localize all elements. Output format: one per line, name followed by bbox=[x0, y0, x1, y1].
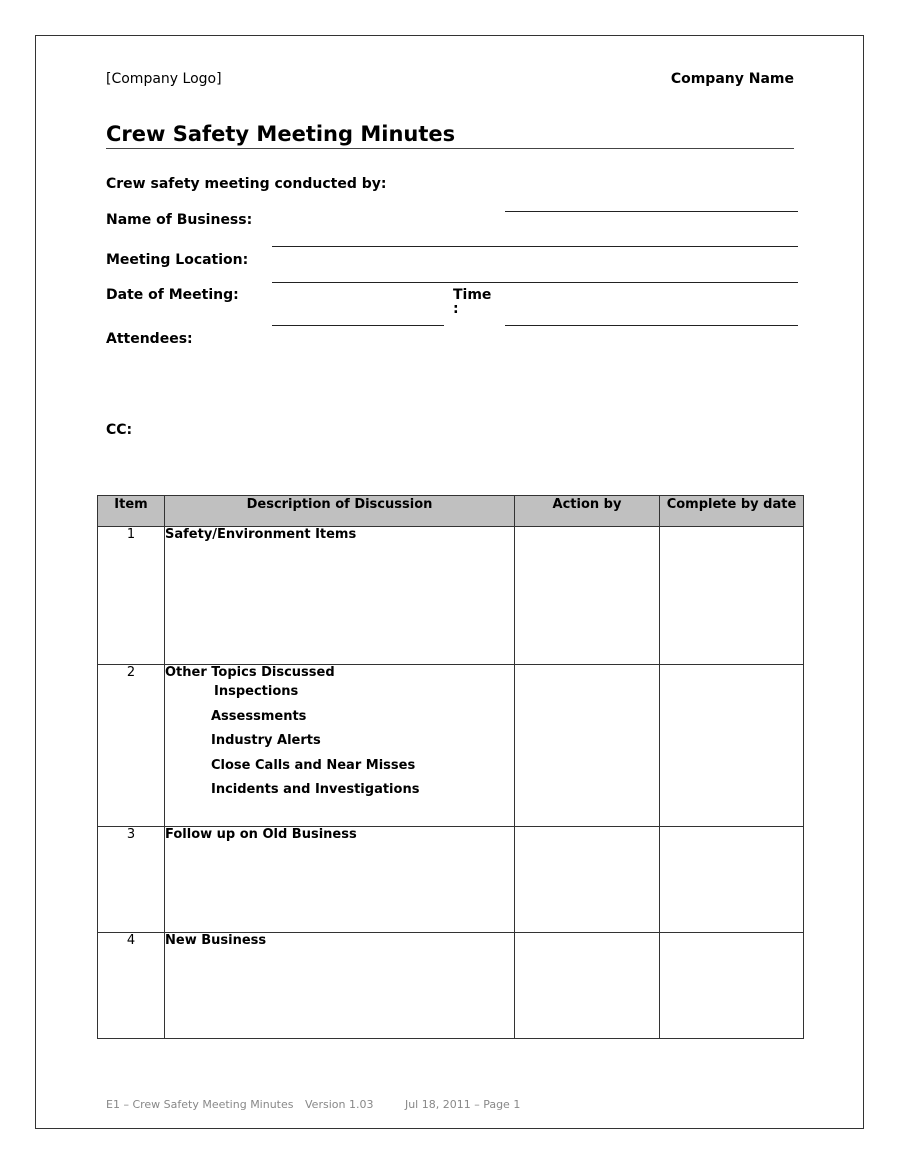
footer-doc-name: E1 – Crew Safety Meeting Minutes bbox=[106, 1098, 294, 1111]
complete-by-cell[interactable] bbox=[660, 665, 804, 827]
meeting-time-label: Time : bbox=[453, 287, 492, 317]
footer-date-page: Jul 18, 2011 – Page 1 bbox=[404, 1098, 521, 1111]
item-number: 1 bbox=[98, 527, 165, 665]
description-heading: Safety/Environment Items bbox=[165, 527, 357, 542]
subtopic-incidents: Incidents and Investigations bbox=[211, 782, 420, 797]
meeting-date-field[interactable] bbox=[272, 325, 444, 326]
page-title: Crew Safety Meeting Minutes bbox=[106, 122, 456, 146]
footer-version: Version 1.03 bbox=[305, 1098, 374, 1111]
description-heading: Follow up on Old Business bbox=[165, 827, 357, 842]
subtopic-close-calls: Close Calls and Near Misses bbox=[211, 757, 416, 773]
business-name-label: Name of Business: bbox=[106, 212, 253, 228]
meeting-location-field[interactable] bbox=[272, 282, 798, 283]
business-name-field[interactable] bbox=[272, 246, 798, 247]
item-number: 3 bbox=[98, 827, 165, 933]
table-row bbox=[98, 827, 804, 933]
action-by-cell[interactable] bbox=[515, 665, 660, 827]
description-cell[interactable] bbox=[165, 827, 515, 933]
description-cell[interactable] bbox=[165, 933, 515, 1039]
company-name: Company Name bbox=[670, 71, 794, 87]
subtopic-assessments: Assessments bbox=[211, 708, 307, 724]
header-item: Item bbox=[98, 496, 165, 527]
cc-label: CC: bbox=[106, 422, 133, 438]
header-description: Description of Discussion bbox=[165, 496, 515, 527]
description-heading: New Business bbox=[165, 933, 267, 948]
table-row bbox=[98, 665, 804, 827]
subtopic-inspections: Inspections bbox=[214, 684, 299, 699]
complete-by-cell[interactable] bbox=[660, 933, 804, 1039]
page-footer bbox=[106, 1098, 520, 1111]
meeting-location-label: Meeting Location: bbox=[106, 252, 249, 268]
title-underline bbox=[106, 148, 794, 149]
meeting-time-field[interactable] bbox=[505, 325, 798, 326]
complete-by-cell[interactable] bbox=[660, 527, 804, 665]
conducted-by-label: Crew safety meeting conducted by: bbox=[106, 176, 387, 192]
subtopic-industry-alerts: Industry Alerts bbox=[211, 733, 321, 748]
complete-by-cell[interactable] bbox=[660, 827, 804, 933]
table-header-row bbox=[98, 496, 804, 527]
description-cell[interactable] bbox=[165, 665, 515, 827]
meeting-date-label: Date of Meeting: bbox=[106, 287, 239, 303]
attendees-label: Attendees: bbox=[106, 331, 193, 347]
description-heading: Other Topics Discussed bbox=[165, 665, 335, 680]
description-cell[interactable] bbox=[165, 527, 515, 665]
action-by-cell[interactable] bbox=[515, 933, 660, 1039]
action-by-cell[interactable] bbox=[515, 827, 660, 933]
conducted-by-field[interactable] bbox=[505, 211, 798, 212]
table-row bbox=[98, 933, 804, 1039]
item-number: 2 bbox=[98, 665, 165, 827]
header-complete-by-date: Complete by date bbox=[660, 496, 804, 527]
company-logo-placeholder: [Company Logo] bbox=[106, 71, 222, 87]
action-by-cell[interactable] bbox=[515, 527, 660, 665]
discussion-table bbox=[97, 495, 804, 1039]
header-action-by: Action by bbox=[515, 496, 660, 527]
item-number: 4 bbox=[98, 933, 165, 1039]
table-row bbox=[98, 527, 804, 665]
